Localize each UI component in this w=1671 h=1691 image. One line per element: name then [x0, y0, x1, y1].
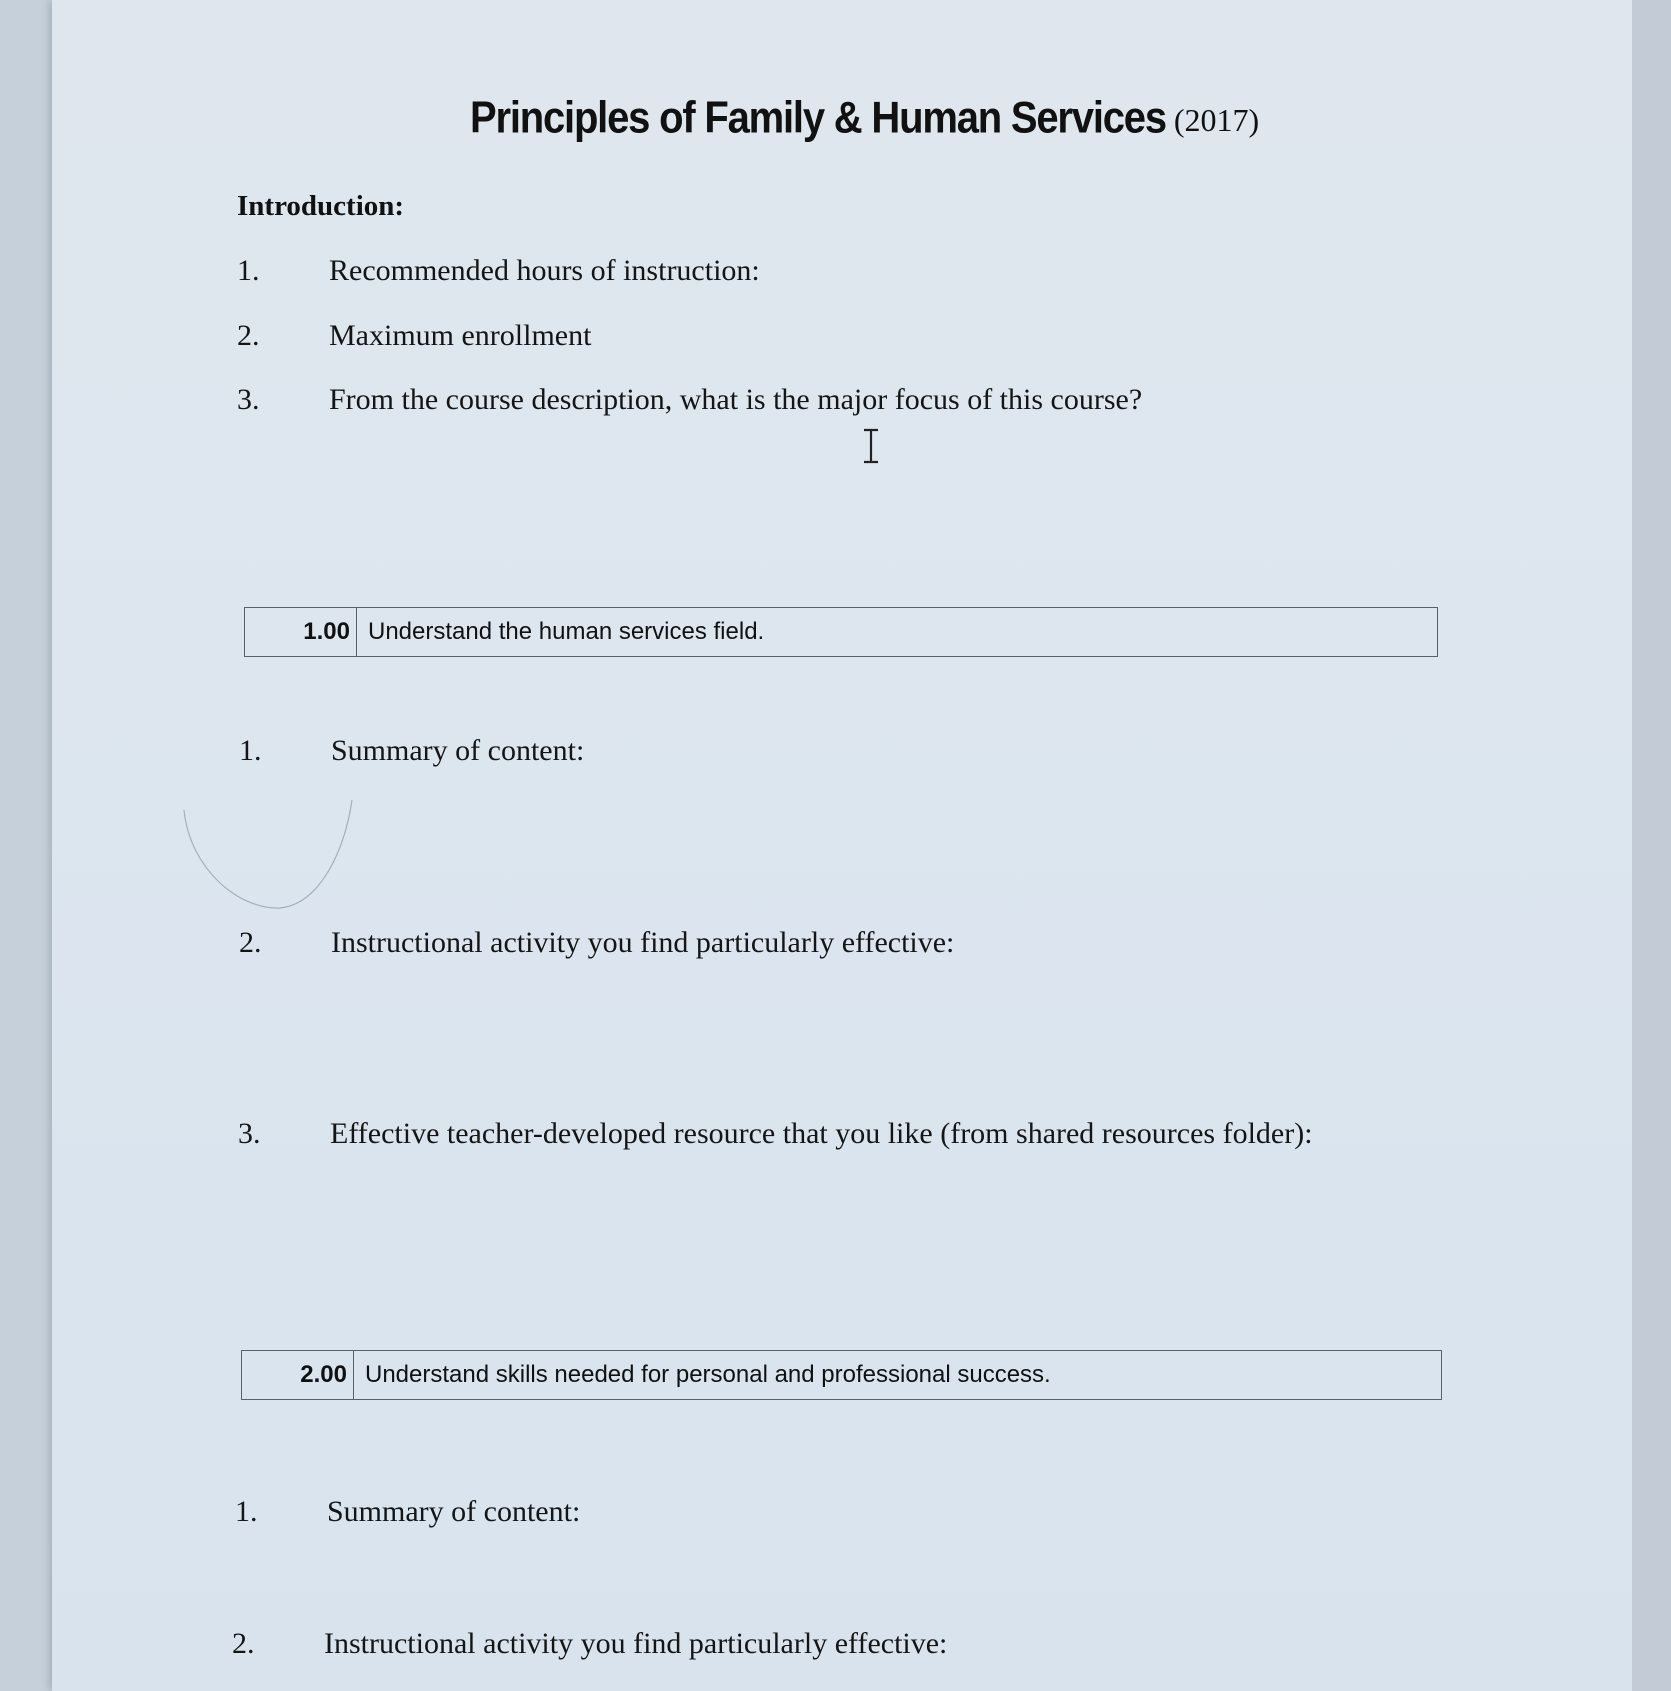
background-edge-right	[1632, 0, 1671, 1691]
item-number: 3.	[238, 1117, 261, 1150]
standard-text: Understand skills needed for personal and professional success.	[365, 1361, 1051, 1388]
text-cursor-icon	[860, 428, 882, 464]
item-text: Effective teacher-developed resource that you like (from shared resources folder):	[330, 1117, 1313, 1150]
item-text: Maximum enrollment	[329, 319, 592, 352]
item-text: Summary of content:	[327, 1495, 581, 1528]
standard-box-2	[241, 1350, 1442, 1400]
standard-box-1	[244, 607, 1438, 657]
standard-text: Understand the human services field.	[368, 618, 765, 645]
item-text: Summary of content:	[331, 734, 585, 767]
title-main: Principles of Family & Human Services	[470, 93, 1166, 143]
item-number: 1.	[239, 734, 262, 767]
item-text: Instructional activity you find particularly effective:	[331, 926, 955, 959]
standard-code: 2.00	[242, 1351, 354, 1399]
item-number: 3.	[237, 383, 260, 416]
item-text: Instructional activity you find particularly effective:	[324, 1627, 948, 1660]
title-year: (2017)	[1173, 102, 1260, 138]
item-number: 1.	[237, 254, 260, 287]
page-title	[470, 93, 1260, 143]
item-text: Recommended hours of instruction:	[329, 254, 760, 287]
background-edge-left	[0, 0, 52, 1691]
item-number: 1.	[235, 1495, 258, 1528]
introduction-heading: Introduction:	[237, 190, 405, 222]
item-text: From the course description, what is the major focus of this course?	[329, 383, 1143, 416]
standard-code: 1.00	[245, 608, 357, 656]
item-number: 2.	[232, 1627, 255, 1660]
pen-mark-icon	[180, 790, 360, 920]
item-number: 2.	[239, 926, 262, 959]
item-number: 2.	[237, 319, 260, 352]
